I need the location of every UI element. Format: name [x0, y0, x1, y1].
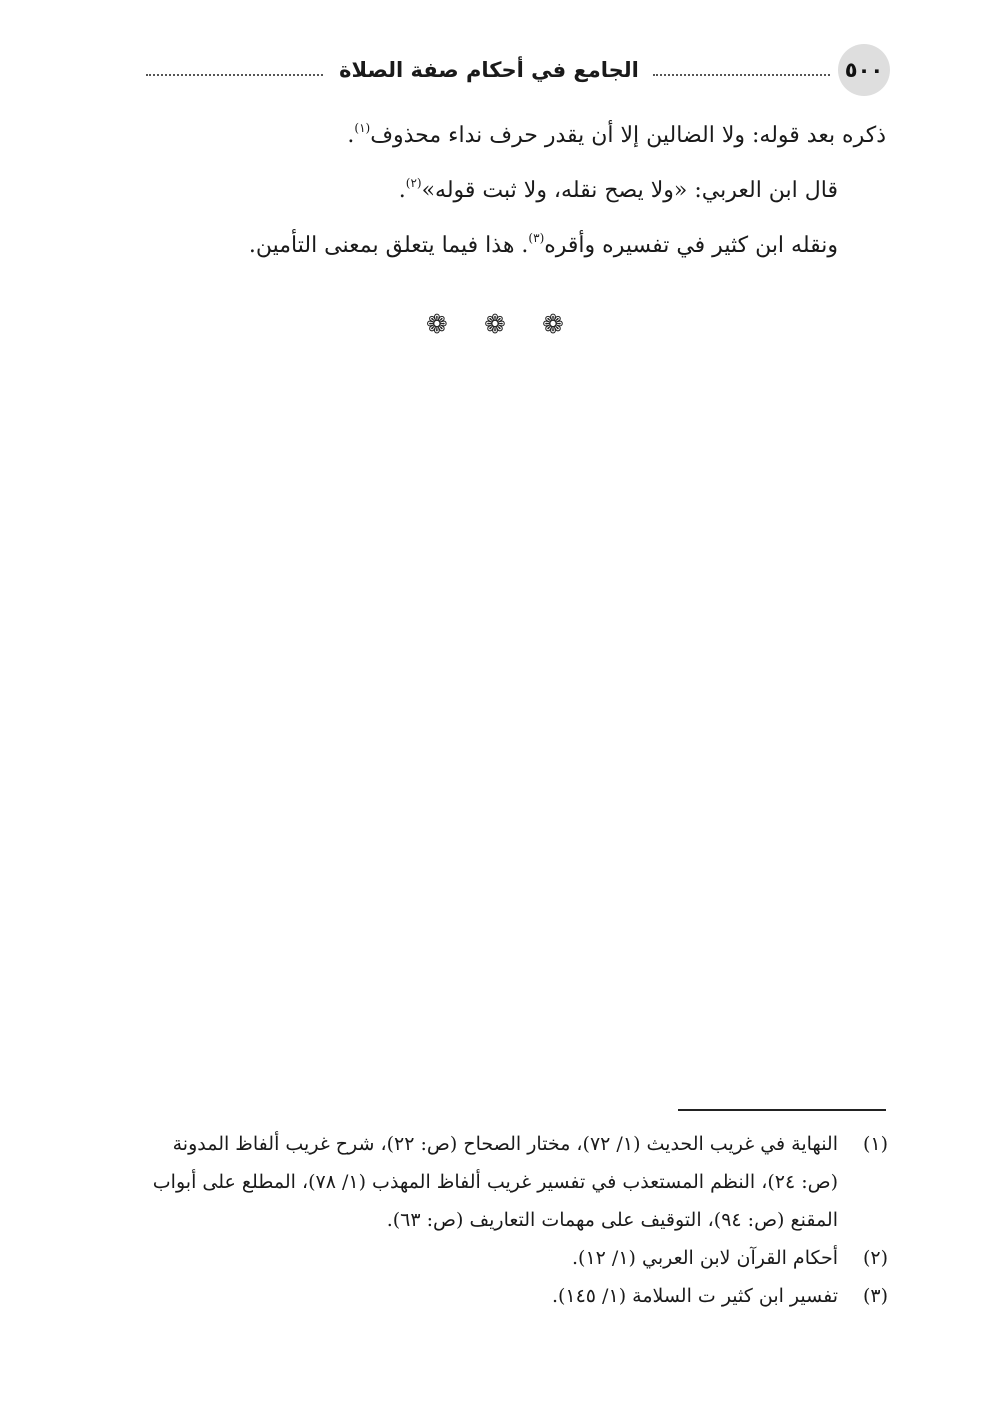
footnotes — [146, 1125, 888, 1315]
header-dotted-leader-left — [146, 74, 323, 76]
footnote-3 — [146, 1277, 888, 1315]
paragraph-3-tail: . هذا فيما يتعلق بمعنى التأمين. — [248, 233, 529, 258]
footnote-2-number: (٢) — [862, 1247, 888, 1269]
section-divider-ornament: ❁ ❁ ❁ — [426, 310, 578, 340]
paragraph-2 — [146, 163, 886, 218]
paragraph-3 — [146, 218, 886, 273]
paragraph-2-tail: . — [398, 178, 406, 203]
body-text — [146, 108, 886, 273]
paragraph-1-tail: . — [347, 123, 355, 148]
footnote-separator-rule — [678, 1109, 886, 1111]
paragraph-1-text: ذكره بعد قوله: ولا الضالين إلا أن يقدر حرف نداء محذوف — [370, 123, 886, 148]
running-header — [146, 44, 890, 96]
footnote-1-line-2: (ص: ٢٤)، النظم المستعذب في تفسير غريب ألفاظ المهذب (١/ ٧٨)، المطلع على أبواب — [152, 1171, 838, 1193]
page-number-badge — [838, 44, 890, 96]
page-number: ٥٠٠ — [844, 58, 884, 82]
paragraph-1 — [146, 108, 886, 163]
footnote-ref-2[interactable]: (٢) — [405, 176, 422, 190]
paragraph-3-text: ونقله ابن كثير في تفسيره وأقره — [544, 233, 838, 258]
footnote-ref-1[interactable]: (١) — [354, 121, 371, 135]
footnote-1-line-3: المقنع (ص: ٩٤)، التوقيف على مهمات التعاريف (ص: ٦٣). — [386, 1209, 838, 1231]
footnote-ref-3[interactable]: (٣) — [528, 231, 545, 245]
footnote-2 — [146, 1239, 888, 1277]
footnote-1-number: (١) — [862, 1133, 888, 1155]
paragraph-2-text: قال ابن العربي: «ولا يصح نقله، ولا ثبت قوله» — [421, 178, 838, 203]
footnote-1 — [146, 1125, 888, 1239]
footnote-3-number: (٣) — [862, 1285, 888, 1307]
footnote-1-line-1: النهاية في غريب الحديث (١/ ٧٢)، مختار الصحاح (ص: ٢٢)، شرح غريب ألفاظ المدونة — [172, 1133, 838, 1155]
header-title: الجامع في أحكام صفة الصلاة — [339, 58, 639, 82]
header-dotted-leader-right — [653, 74, 830, 76]
footnote-3-line-1: تفسير ابن كثير ت السلامة (١/ ١٤٥). — [551, 1285, 838, 1307]
footnote-2-line-1: أحكام القرآن لابن العربي (١/ ١٢). — [571, 1247, 838, 1269]
